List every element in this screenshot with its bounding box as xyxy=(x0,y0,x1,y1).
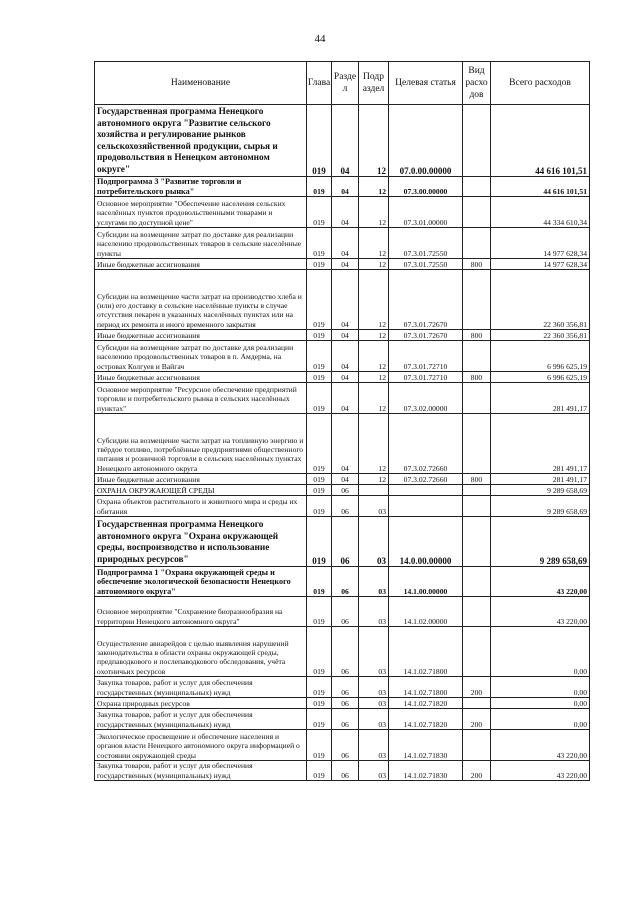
cell-type xyxy=(463,698,491,709)
table-row xyxy=(95,197,590,228)
cell-chapter: 019 xyxy=(307,597,332,627)
cell-name: Иные бюджетные ассигнования xyxy=(95,330,307,341)
header-type: Вид расхо дов xyxy=(463,62,491,105)
cell-name: Субсидии на возмещение затрат по доставке для реализации населению продовольственных товаров в сельские населённые пункты xyxy=(95,228,307,259)
cell-chapter: 019 xyxy=(307,567,332,597)
cell-section: 06 xyxy=(332,730,359,761)
table-row xyxy=(95,341,590,372)
table-row xyxy=(95,496,590,517)
cell-type xyxy=(463,177,491,197)
cell-chapter: 019 xyxy=(307,698,332,709)
cell-target: 14.1.02.71830 xyxy=(389,730,463,761)
cell-subsection: 03 xyxy=(359,698,389,709)
cell-type xyxy=(463,496,491,517)
cell-name: Осуществление авиарейдов с целью выявления нарушений законодательства в области охраны окружающей среды, предпаводкового и послепаводкового обследования, учёта охотничьих ресурсов xyxy=(95,627,307,677)
cell-total: 6 996 625,19 xyxy=(491,372,590,383)
header-section: Разде л xyxy=(332,62,359,105)
cell-type xyxy=(463,228,491,259)
cell-type xyxy=(463,383,491,414)
cell-subsection: 12 xyxy=(359,228,389,259)
cell-chapter: 019 xyxy=(307,677,332,698)
cell-section: 04 xyxy=(332,414,359,474)
cell-type xyxy=(463,414,491,474)
cell-section: 06 xyxy=(332,761,359,781)
cell-name: Иные бюджетные ассигнования xyxy=(95,474,307,485)
cell-target: 07.3.01.72670 xyxy=(389,330,463,341)
table-row xyxy=(95,474,590,485)
cell-chapter: 019 xyxy=(307,177,332,197)
cell-section: 06 xyxy=(332,517,359,567)
cell-target: 14.1.02.00000 xyxy=(389,597,463,627)
cell-section: 06 xyxy=(332,627,359,677)
cell-total: 14 977 628,34 xyxy=(491,228,590,259)
cell-type xyxy=(463,597,491,627)
cell-total: 281 491,17 xyxy=(491,383,590,414)
cell-chapter: 019 xyxy=(307,197,332,228)
cell-total: 9 289 658,69 xyxy=(491,496,590,517)
table-row xyxy=(95,414,590,474)
table-row xyxy=(95,372,590,383)
table-row xyxy=(95,677,590,698)
cell-chapter: 019 xyxy=(307,627,332,677)
cell-section: 04 xyxy=(332,474,359,485)
cell-section: 06 xyxy=(332,677,359,698)
cell-subsection: 03 xyxy=(359,730,389,761)
cell-subsection: 12 xyxy=(359,474,389,485)
table-row xyxy=(95,627,590,677)
cell-section: 04 xyxy=(332,372,359,383)
cell-type xyxy=(463,517,491,567)
cell-chapter: 019 xyxy=(307,474,332,485)
cell-type xyxy=(463,485,491,496)
cell-total: 0,00 xyxy=(491,709,590,730)
table-row xyxy=(95,177,590,197)
cell-name: Субсидии на возмещение затрат по доставке для реализации населению продовольственных товаров в п. Амдерма, на островах Колгуев и Вайгач xyxy=(95,341,307,372)
cell-subsection: 03 xyxy=(359,709,389,730)
cell-section: 04 xyxy=(332,330,359,341)
cell-section: 04 xyxy=(332,341,359,372)
header-target: Целевая статья xyxy=(389,62,463,105)
cell-name: Иные бюджетные ассигнования xyxy=(95,259,307,270)
cell-type: 800 xyxy=(463,372,491,383)
table-row xyxy=(95,270,590,330)
cell-chapter: 019 xyxy=(307,259,332,270)
cell-subsection: 03 xyxy=(359,627,389,677)
cell-target: 07.3.01.72710 xyxy=(389,372,463,383)
cell-section: 04 xyxy=(332,105,359,177)
table-row xyxy=(95,228,590,259)
cell-section: 06 xyxy=(332,709,359,730)
cell-chapter: 019 xyxy=(307,709,332,730)
cell-subsection xyxy=(359,485,389,496)
cell-target: 14.1.00.00000 xyxy=(389,567,463,597)
table-row xyxy=(95,709,590,730)
cell-type xyxy=(463,197,491,228)
cell-target xyxy=(389,485,463,496)
cell-subsection: 12 xyxy=(359,372,389,383)
cell-section: 06 xyxy=(332,567,359,597)
cell-subsection: 12 xyxy=(359,330,389,341)
cell-name: Основное мероприятие "Ресурсное обеспечение предприятий торговли и потребительского рынка в сельских населённых пунктах" xyxy=(95,383,307,414)
cell-section: 06 xyxy=(332,597,359,627)
cell-name: Охрана природных ресурсов xyxy=(95,698,307,709)
cell-chapter: 019 xyxy=(307,730,332,761)
cell-name: Охрана объектов растительного и животного мира и среды их обитания xyxy=(95,496,307,517)
cell-total: 0,00 xyxy=(491,627,590,677)
cell-type: 200 xyxy=(463,761,491,781)
cell-total: 44 616 101,51 xyxy=(491,177,590,197)
cell-section: 04 xyxy=(332,197,359,228)
cell-name: Субсидии на возмещение части затрат на топливную энергию и твёрдое топливо, потреблённые предприятиями общественного питания и розничной торговли в сельских населённых пунктах Ненецкого автономного округа xyxy=(95,414,307,474)
cell-type: 800 xyxy=(463,330,491,341)
cell-total: 0,00 xyxy=(491,698,590,709)
cell-chapter: 019 xyxy=(307,496,332,517)
cell-subsection: 03 xyxy=(359,517,389,567)
cell-chapter: 019 xyxy=(307,270,332,330)
cell-target xyxy=(389,496,463,517)
cell-total: 6 996 625,19 xyxy=(491,341,590,372)
cell-target: 07.3.02.72660 xyxy=(389,414,463,474)
cell-total: 9 289 658,69 xyxy=(491,485,590,496)
cell-total: 43 220,00 xyxy=(491,730,590,761)
cell-total: 43 220,00 xyxy=(491,567,590,597)
cell-name: Основное мероприятие "Обеспечение населения сельских населённых пунктов продовольственными товарами и услугами по доступной цене" xyxy=(95,197,307,228)
cell-subsection: 12 xyxy=(359,197,389,228)
cell-total: 281 491,17 xyxy=(491,414,590,474)
table-row xyxy=(95,383,590,414)
cell-type: 200 xyxy=(463,709,491,730)
cell-chapter: 019 xyxy=(307,341,332,372)
cell-subsection: 12 xyxy=(359,259,389,270)
cell-name: Подпрограмма 1 "Охрана окружающей среды и обеспечение экологической безопасности Ненецкого автономного округа" xyxy=(95,567,307,597)
cell-total: 44 334 610,34 xyxy=(491,197,590,228)
table-header-row xyxy=(95,62,590,105)
cell-subsection: 03 xyxy=(359,597,389,627)
cell-section: 04 xyxy=(332,383,359,414)
table-row xyxy=(95,105,590,177)
cell-name: Государственная программа Ненецкого автономного округа "Охрана окружающей среды, воспроизводство и использование природных ресурсов" xyxy=(95,517,307,567)
cell-target: 14.1.02.71800 xyxy=(389,627,463,677)
cell-total: 281 491,17 xyxy=(491,474,590,485)
cell-section: 04 xyxy=(332,270,359,330)
cell-chapter: 019 xyxy=(307,517,332,567)
cell-subsection: 03 xyxy=(359,496,389,517)
cell-type xyxy=(463,567,491,597)
cell-chapter: 019 xyxy=(307,330,332,341)
cell-name: Государственная программа Ненецкого автономного округа "Развитие сельского хозяйства и регулирование рынков сельскохозяйственной продукции, сырья и продовольствия в Ненецком автономном округе" xyxy=(95,105,307,177)
cell-total: 22 360 356,81 xyxy=(491,330,590,341)
cell-subsection: 12 xyxy=(359,105,389,177)
cell-subsection: 12 xyxy=(359,270,389,330)
header-name: Наименование xyxy=(95,62,307,105)
cell-chapter: 019 xyxy=(307,761,332,781)
cell-target: 07.3.02.72660 xyxy=(389,474,463,485)
cell-type xyxy=(463,627,491,677)
cell-total: 44 616 101,51 xyxy=(491,105,590,177)
table-row xyxy=(95,761,590,781)
cell-target: 14.1.02.71820 xyxy=(389,698,463,709)
cell-subsection: 12 xyxy=(359,383,389,414)
cell-type xyxy=(463,270,491,330)
cell-total: 0,00 xyxy=(491,677,590,698)
cell-subsection: 03 xyxy=(359,567,389,597)
table-row xyxy=(95,485,590,496)
cell-name: Основное мероприятие "Сохранение биоразнообразия на территории Ненецкого автономного округа" xyxy=(95,597,307,627)
cell-section: 06 xyxy=(332,485,359,496)
cell-type: 800 xyxy=(463,259,491,270)
cell-section: 04 xyxy=(332,259,359,270)
cell-target: 07.3.02.00000 xyxy=(389,383,463,414)
cell-target: 07.0.00.00000 xyxy=(389,105,463,177)
cell-section: 06 xyxy=(332,698,359,709)
cell-total: 14 977 628,34 xyxy=(491,259,590,270)
cell-target: 14.1.02.71800 xyxy=(389,677,463,698)
cell-target: 07.3.01.72550 xyxy=(389,228,463,259)
cell-chapter: 019 xyxy=(307,383,332,414)
page-number: 44 xyxy=(314,33,326,45)
table-row xyxy=(95,597,590,627)
cell-subsection: 12 xyxy=(359,177,389,197)
cell-chapter: 019 xyxy=(307,485,332,496)
table-row xyxy=(95,330,590,341)
table-row xyxy=(95,567,590,597)
cell-section: 06 xyxy=(332,496,359,517)
cell-target: 14.1.02.71830 xyxy=(389,761,463,781)
header-subsection: Подр аздел xyxy=(359,62,389,105)
cell-type xyxy=(463,341,491,372)
table-row xyxy=(95,698,590,709)
cell-subsection: 12 xyxy=(359,341,389,372)
cell-name: Субсидии на возмещение части затрат на производство хлеба и (или) его доставку в сельские населённые пункты в случае отсутствия пекарен в указанных населённых пунктах или на период их ремонта и иного временного закрытия xyxy=(95,270,307,330)
cell-target: 07.3.01.00000 xyxy=(389,197,463,228)
cell-chapter: 019 xyxy=(307,372,332,383)
cell-section: 04 xyxy=(332,177,359,197)
cell-name: Закупка товаров, работ и услуг для обеспечения государственных (муниципальных) нужд xyxy=(95,709,307,730)
cell-target: 14.1.02.71820 xyxy=(389,709,463,730)
cell-total: 43 220,00 xyxy=(491,597,590,627)
cell-name: Подпрограмма 3 "Развитие торговли и потребительского рынка" xyxy=(95,177,307,197)
header-total: Всего расходов xyxy=(491,62,590,105)
cell-type: 200 xyxy=(463,677,491,698)
header-chapter: Глава xyxy=(307,62,332,105)
table-row xyxy=(95,730,590,761)
cell-chapter: 019 xyxy=(307,414,332,474)
cell-subsection: 12 xyxy=(359,414,389,474)
cell-total: 43 220,00 xyxy=(491,761,590,781)
cell-chapter: 019 xyxy=(307,228,332,259)
cell-total: 22 360 356,81 xyxy=(491,270,590,330)
cell-name: Иные бюджетные ассигнования xyxy=(95,372,307,383)
cell-type xyxy=(463,105,491,177)
table-row xyxy=(95,517,590,567)
table-row xyxy=(95,259,590,270)
cell-chapter: 019 xyxy=(307,105,332,177)
cell-type: 800 xyxy=(463,474,491,485)
cell-name: Закупка товаров, работ и услуг для обеспечения государственных (муниципальных) нужд xyxy=(95,761,307,781)
cell-target: 07.3.01.72550 xyxy=(389,259,463,270)
cell-section: 04 xyxy=(332,228,359,259)
cell-target: 07.3.01.72710 xyxy=(389,341,463,372)
cell-name: Закупка товаров, работ и услуг для обеспечения государственных (муниципальных) нужд xyxy=(95,677,307,698)
cell-total: 9 289 658,69 xyxy=(491,517,590,567)
cell-name: ОХРАНА ОКРУЖАЮЩЕЙ СРЕДЫ xyxy=(95,485,307,496)
cell-subsection: 03 xyxy=(359,677,389,698)
cell-target: 07.3.00.00000 xyxy=(389,177,463,197)
cell-subsection: 03 xyxy=(359,761,389,781)
cell-name: Экологическое просвещение и обеспечение населения и органов власти Ненецкого автономного округа информацией о состоянии окружающей среды xyxy=(95,730,307,761)
budget-table xyxy=(94,61,590,781)
cell-target: 14.0.00.00000 xyxy=(389,517,463,567)
cell-type xyxy=(463,730,491,761)
cell-target: 07.3.01.72670 xyxy=(389,270,463,330)
